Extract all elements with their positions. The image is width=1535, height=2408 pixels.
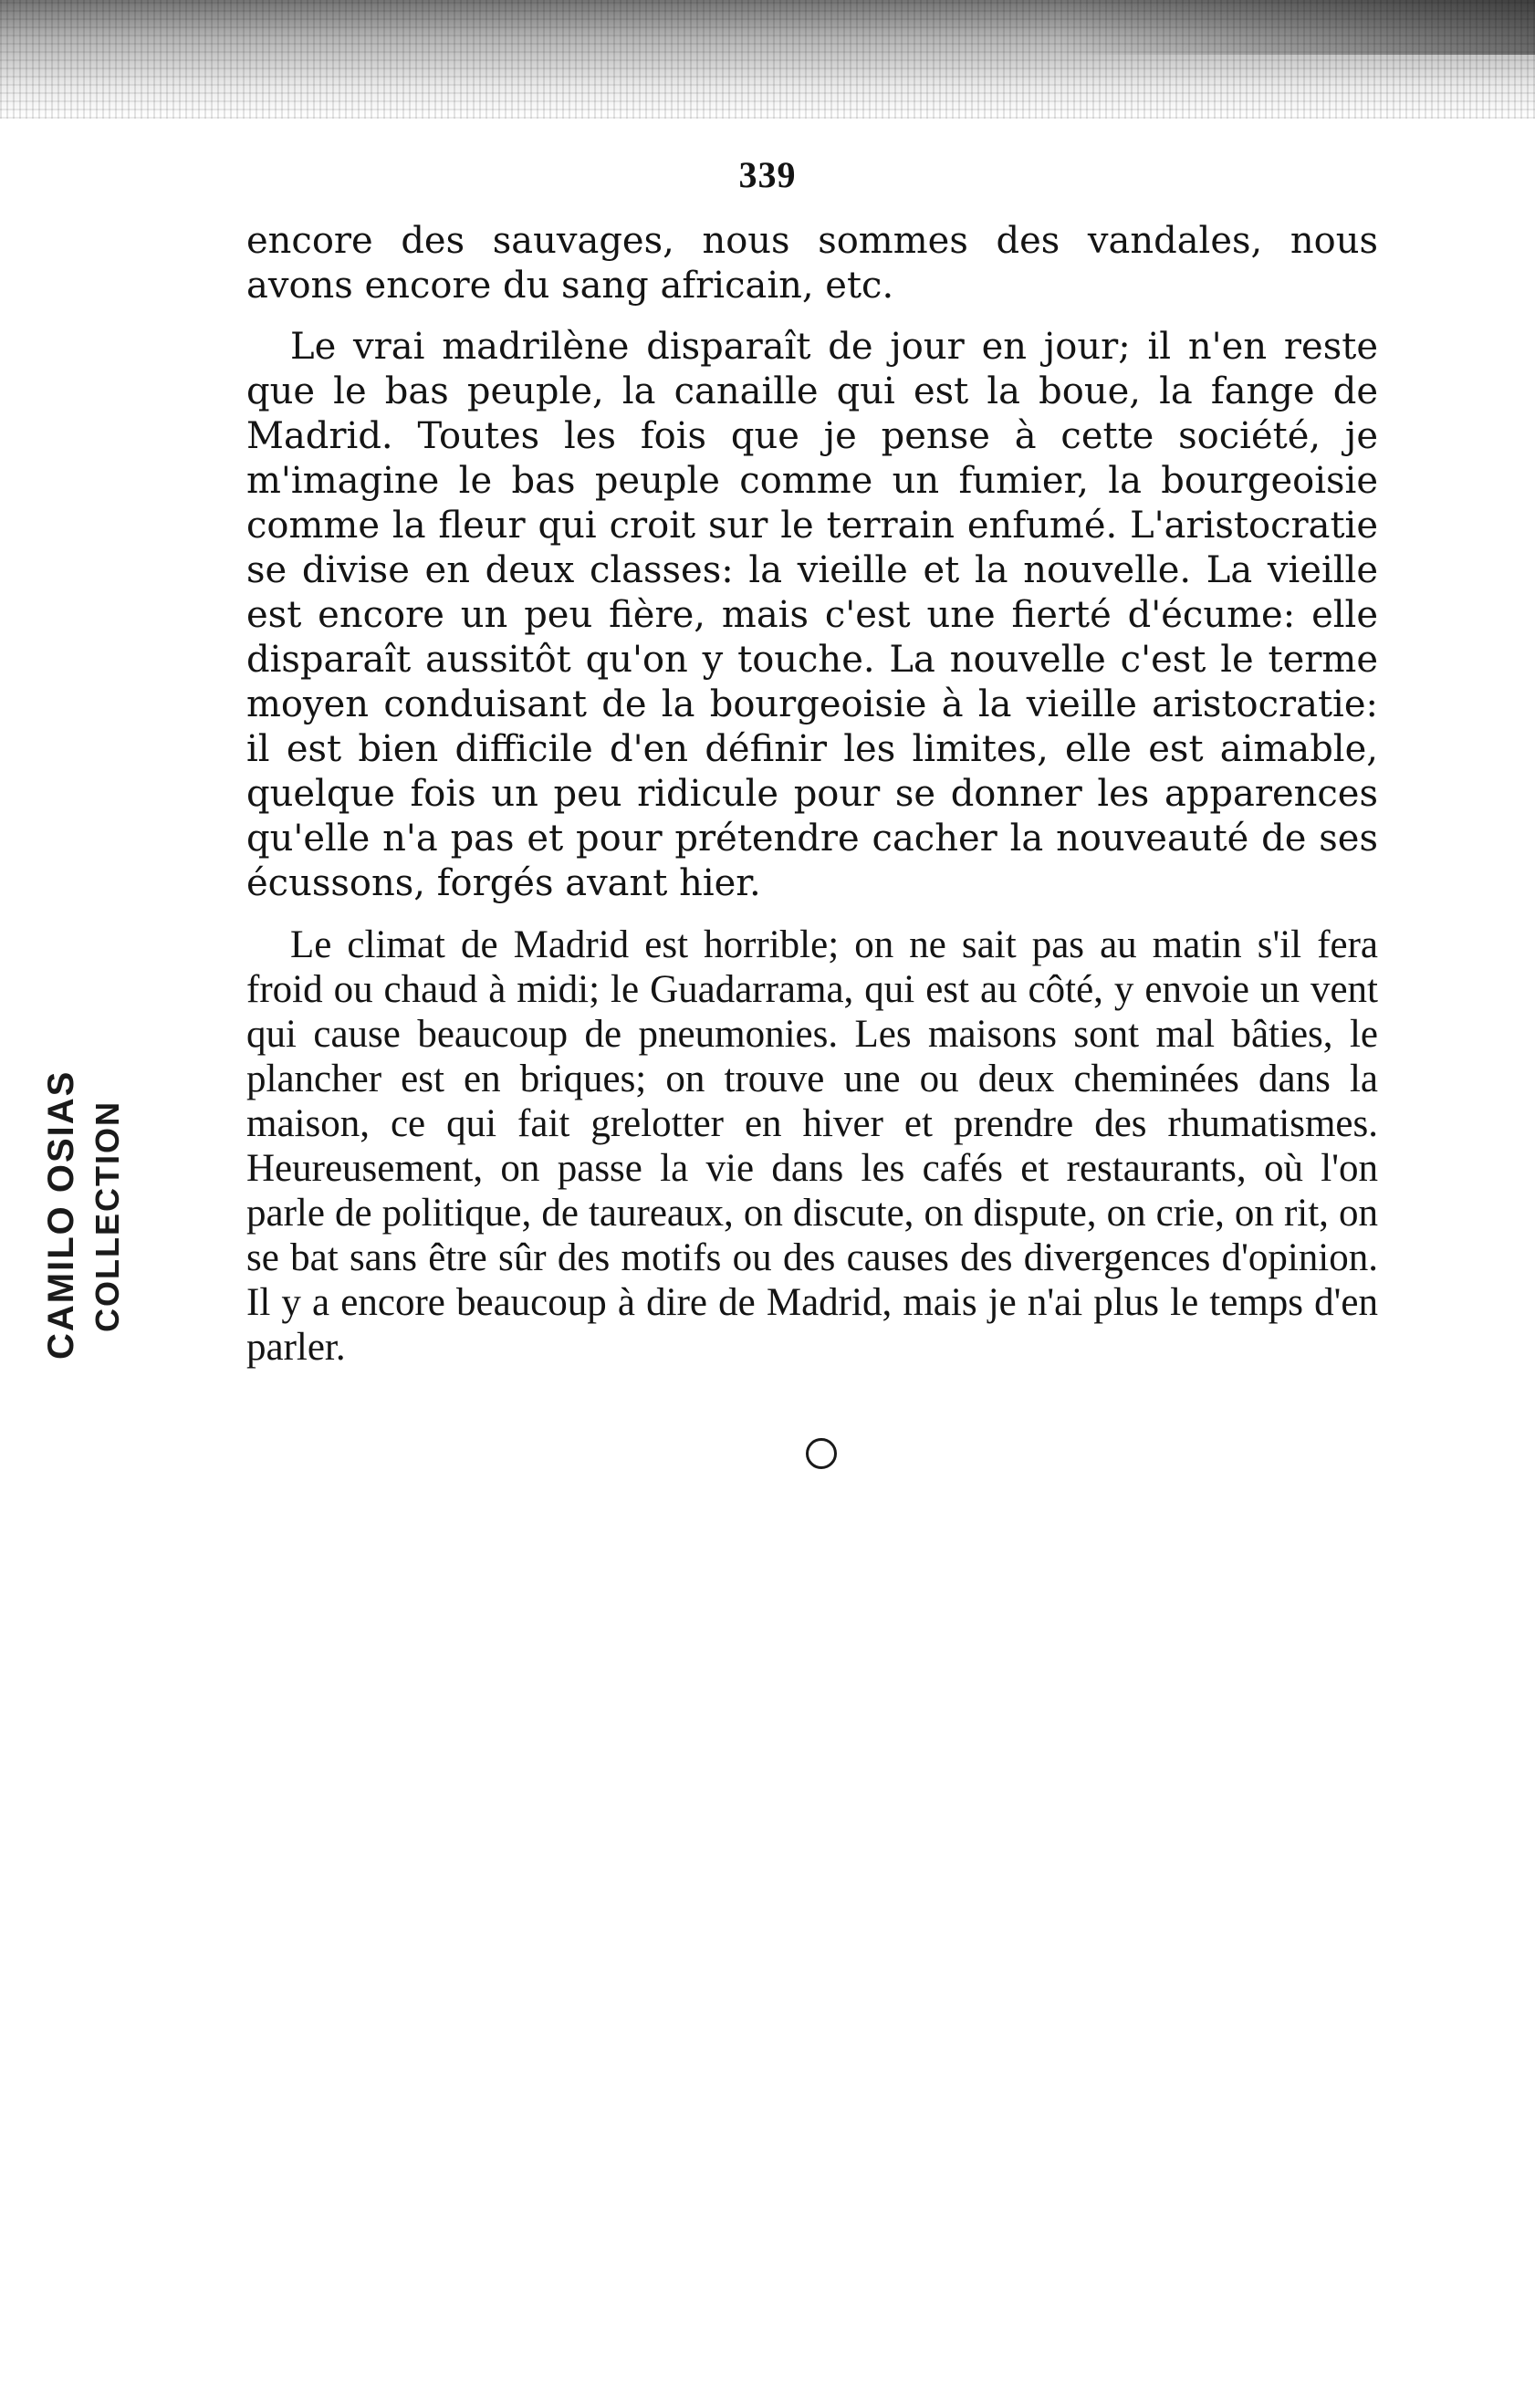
scan-shadow-corner	[1060, 0, 1535, 55]
page-number: 339	[738, 154, 797, 195]
body-text	[246, 219, 1378, 1386]
stamp-line-name: CAMILO OSIAS	[41, 1069, 81, 1360]
paragraph-continuation: encore des sauvages, nous sommes des vandales, nous avons encore du sang africain, etc.	[246, 220, 1378, 307]
collection-stamp	[41, 1022, 160, 1369]
paragraph-madrilene: Le vrai madrilène disparaît de jour en jour; il n'en reste que le bas peuple, la canaille qui est la boue, la fange de Madrid. Toutes les fois que je pense à cette société, je m'imagine le bas peuple comme un fumier, la bourgeoisie comme la fleur qui croit sur le terrain enfumé. L'aristocratie se divise en deux classes: la vieille et la nouvelle. La vieille est encore un peu fière, mais c'est une fierté d'écume: elle disparaît aussitôt qu'on y touche. La nouvelle c'est le terme moyen conduisant de la bourgeoisie à la vieille aristocratie: il est bien difficile d'en définir les limites, elle est aimable, quelque fois un peu ridicule pour se donner les apparences qu'elle n'a pas et pour prétendre cacher la nouveauté de ses écussons, forgés avant hier.	[246, 326, 1378, 904]
paragraph-climat: Le climat de Madrid est horrible; on ne sait pas au matin s'il fera froid ou chaud à midi; le Guadarrama, qui est au côté, y envoie un vent qui cause beaucoup de pneumonies. Les maisons sont mal bâties, le plancher est en briques; on trouve une ou deux cheminées dans la maison, ce qui fait grelotter en hiver et prendre des rhumatismes. Heureusement, on passe la vie dans les cafés et restaurants, où l'on parle de politique, de taureaux, on discute, on dispute, on crie, on rit, on se bat sans être sûr des motifs ou des causes des divergences d'opinion. Il y a encore beaucoup à dire de Madrid, mais je n'ai plus le temps d'en parler.	[246, 923, 1378, 1369]
stamp-line-collection: COLLECTION	[89, 1100, 126, 1332]
end-circle-mark	[806, 1438, 837, 1469]
